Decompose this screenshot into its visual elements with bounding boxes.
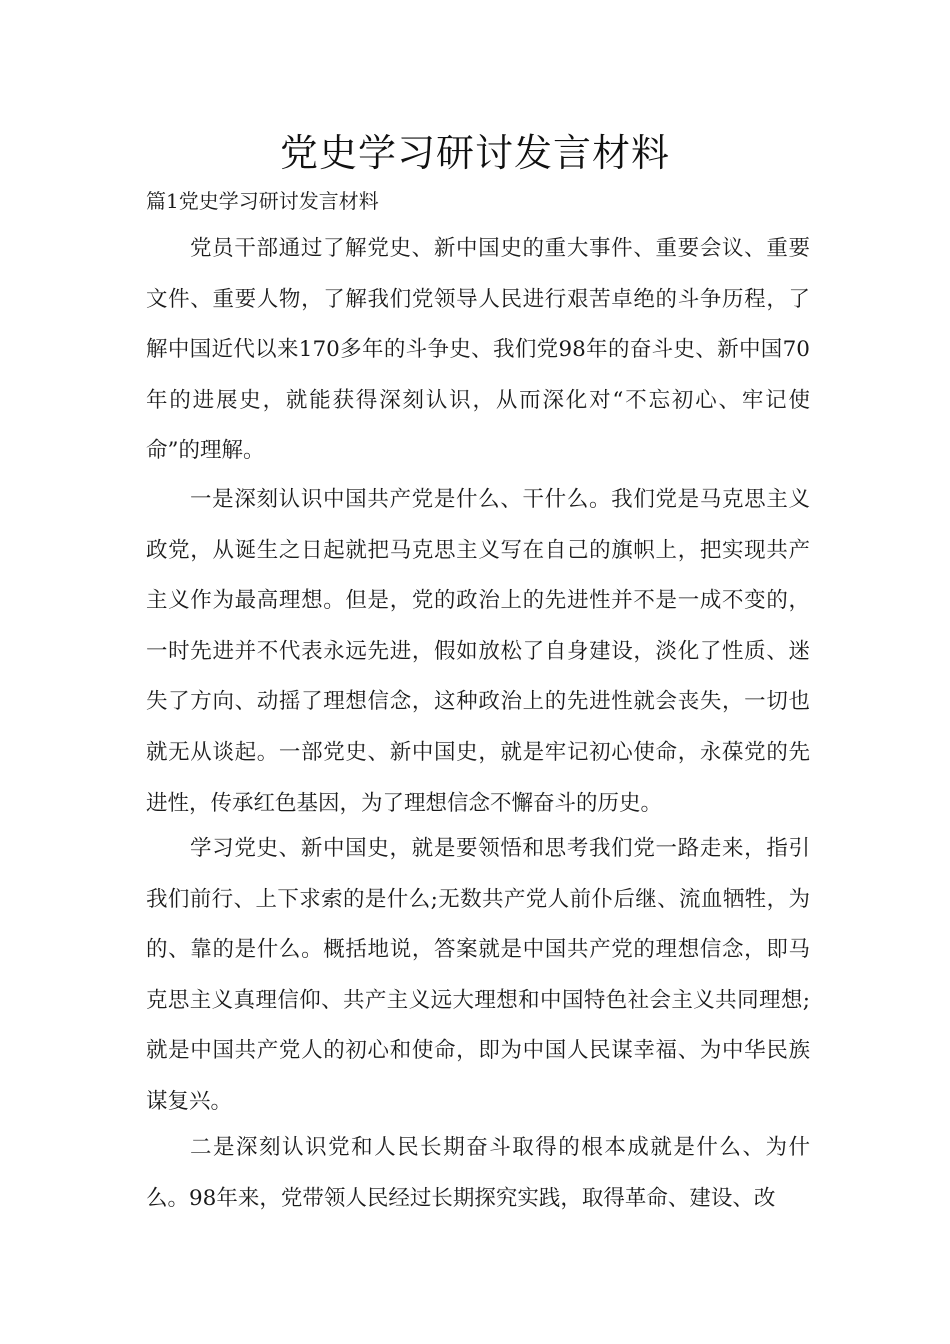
document-subtitle: 篇1党史学习研讨发言材料: [146, 189, 379, 213]
paragraph-2: 一是深刻认识中国共产党是什么、干什么。我们党是马克思主义政党，从诞生之日起就把马克思主义写在自己的旗帜上，把实现共产主义作为最高理想。但是，党的政治上的先进性并不是一成不变的，一时先进并不代表永远先进，假如放松了自身建设，淡化了性质、迷失了方向、动摇了理想信念，这种政治上的先进性就会丧失，一切也就无从谈起。一部党史、新中国史，就是牢记初心使命，永葆党的先进性，传承红色基因，为了理想信念不懈奋斗的历史。: [146, 487, 810, 816]
paragraph-1: 党员干部通过了解党史、新中国史的重大事件、重要会议、重要文件、重要人物，了解我们党领导人民进行艰苦卓绝的斗争历程，了解中国近代以来170多年的斗争史、我们党98年的奋斗史、新中国70年的进展史，就能获得深刻认识，从而深化对“不忘初心、牢记使命”的理解。: [146, 236, 810, 464]
document-title: 党史学习研讨发言材料: [279, 131, 670, 175]
paragraph-3: 学习党史、新中国史，就是要领悟和思考我们党一路走来，指引我们前行、上下求索的是什么;无数共产党人前仆后继、流血牺牲，为的、靠的是什么。概括地说，答案就是中国共产党的理想信念，即马克思主义真理信仰、共产主义远大理想和中国特色社会主义共同理想;就是中国共产党人的初心和使命，即为中国人民谋幸福、为中华民族谋复兴。: [146, 836, 810, 1114]
paragraph-4: 二是深刻认识党和人民长期奋斗取得的根本成就是什么、为什么。98年来，党带领人民经过长期探究实践，取得革命、建设、改: [146, 1135, 810, 1211]
